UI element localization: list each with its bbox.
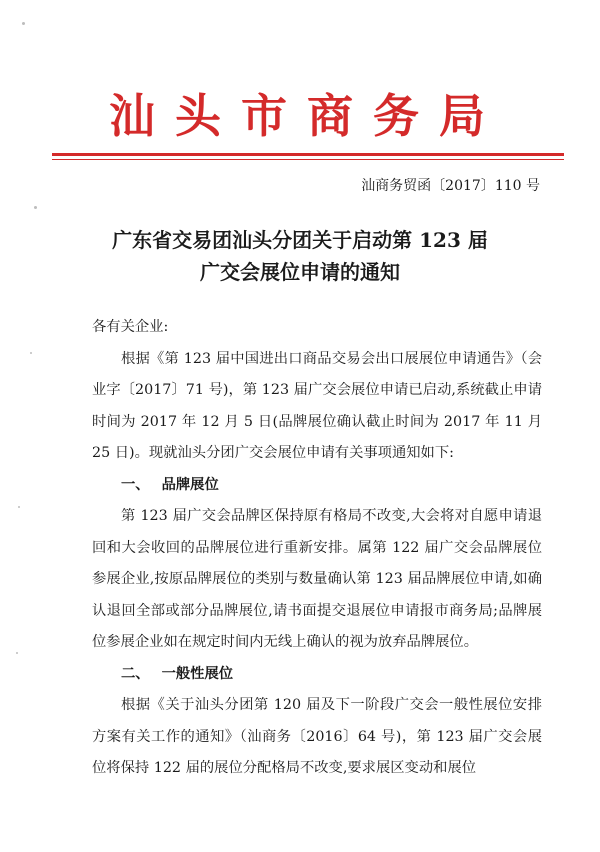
- red-header-rule: [52, 153, 564, 156]
- section-number: 二、: [121, 665, 150, 682]
- scan-speck: [30, 352, 32, 354]
- red-header-rule-thin: [52, 159, 564, 160]
- title-line-2: 广交会展位申请的通知: [200, 260, 400, 284]
- document-title: [0, 224, 600, 288]
- brand-booth-paragraph: 第 123 届广交会品牌区保持原有格局不改变,大会将对自愿申请退回和大会收回的品牌展位进行重新安排。属第 122 届广交会品牌展位参展企业,按原品牌展位的类别与数量确认第 123 届品牌展位申请,如确认退回全部或部分品牌展位,请书面提交退展位申请报市商务局;品牌展位参展企业如在规定时间内无线上确认的视为放弃品牌展位。: [92, 508, 542, 650]
- section-title: 一般性展位: [161, 665, 234, 682]
- general-booth-paragraph: 根据《关于汕头分团第 120 届及下一阶段广交会一般性展位安排方案有关工作的通知》（汕商务〔2016〕64 号)，第 123 届广交会展位将保持 122 届的展位分配格局不改变,要求展区变动和展位: [92, 697, 542, 776]
- section-heading-general-booths: [92, 659, 542, 691]
- section-title: 品牌展位: [161, 476, 219, 493]
- scan-speck: [22, 22, 25, 25]
- section-number: 一、: [121, 476, 150, 493]
- intro-paragraph: 根据《第 123 届中国进出口商品交易会出口展展位申请通告》（会业字〔2017〕71 号)，第 123 届广交会展位申请已启动,系统截止申请时间为 2017 年 12 月 5 日(品牌展位确认截止时间为 2017 年 11 月 25 日)。现就汕头分团广交会展位申请有关事项通知如下:: [92, 350, 542, 461]
- scan-speck: [16, 652, 18, 654]
- scan-speck: [18, 506, 20, 508]
- issuing-authority-header: 汕头市商务局: [109, 89, 505, 143]
- document-number: 汕商务贸函〔2017〕110 号: [361, 178, 540, 194]
- scan-speck: [34, 206, 37, 209]
- salutation: 各有关企业:: [92, 319, 169, 335]
- section-heading-brand-booths: [92, 470, 542, 502]
- title-line-1: 广东省交易团汕头分团关于启动第 123 届: [112, 228, 488, 252]
- document-body: [92, 312, 542, 785]
